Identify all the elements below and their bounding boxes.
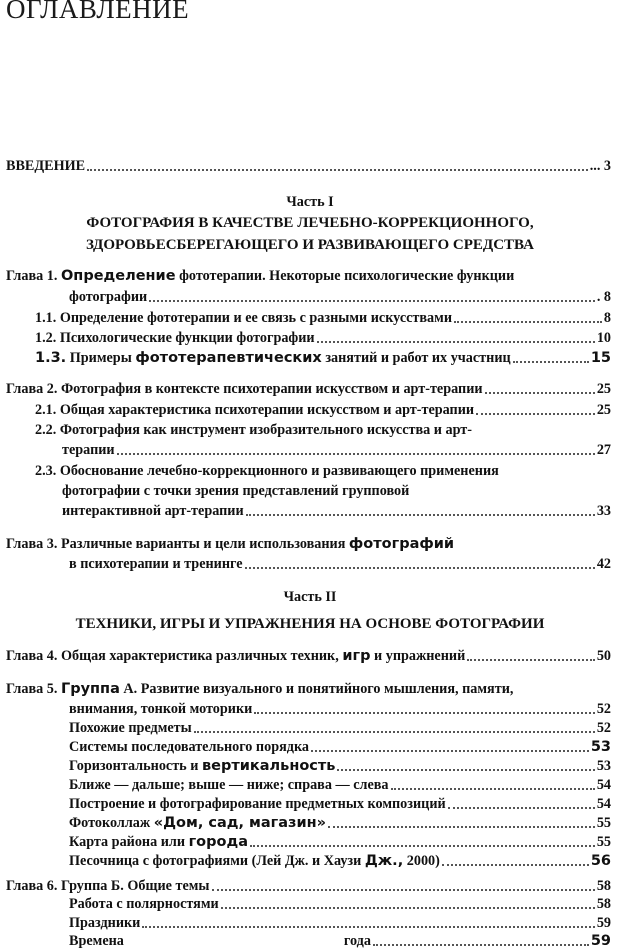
toc-entry-5-h[interactable]: [69, 852, 611, 870]
entry-text: [69, 833, 248, 851]
chapter5-word: Группа: [60, 681, 120, 697]
entry-text: Системы последовательного порядка: [69, 739, 310, 755]
leader-dots: [373, 943, 589, 946]
entry-text: [69, 852, 440, 870]
leader-dots: [467, 658, 595, 661]
entry-text: в психотерапии и тренинге: [69, 556, 243, 572]
entry-text-a: Горизонтальность и: [69, 758, 199, 774]
leader-dots: [485, 391, 595, 394]
leader-dots: [317, 340, 595, 343]
entry-page: 56: [590, 853, 611, 869]
entry-page: 53: [596, 758, 611, 774]
chapter5-line2[interactable]: [69, 700, 611, 718]
entry-text: Глава 6. Группа Б. Общие темы: [6, 878, 210, 894]
leader-dots: [254, 711, 594, 714]
chapter3-text: Глава 3. Различные варианты и цели использования: [6, 536, 346, 552]
intro-label: ВВЕДЕНИЕ: [6, 158, 86, 174]
toc-entry-2-3-line1b[interactable]: фотографии с точки зрения представлений групповой: [62, 483, 410, 499]
entry-text: Работа с полярностями: [69, 896, 219, 912]
entry-page: 8: [603, 310, 611, 326]
leader-dots: [311, 749, 589, 752]
toc-entry-5-g[interactable]: [69, 833, 611, 851]
entry-text-a: Карта района или: [69, 834, 186, 850]
entry-page: 52: [596, 701, 611, 717]
entry-text-a: Глава 4. Общая характеристика различных техник,: [6, 648, 339, 664]
entry-text: [6, 647, 465, 665]
entry-text-c: занятий и работ их участниц: [325, 350, 511, 366]
entry-text: Праздники: [69, 915, 141, 931]
entry-text-a: Песочница с фотографиями (Лей Дж. и Хаузи: [69, 853, 362, 869]
leader-dots: [221, 906, 595, 909]
leader-dots: [476, 412, 595, 415]
chapter3-word: фотографий: [348, 536, 455, 552]
toc-entry-5-a[interactable]: [69, 719, 611, 737]
toc-entry-2-2-line2[interactable]: [62, 441, 611, 459]
toc-entry-5-f[interactable]: [69, 814, 611, 832]
entry-text: 1.2. Психологические функции фотографии: [35, 330, 315, 346]
chapter4-title[interactable]: [6, 647, 611, 665]
entry-text-b: города: [188, 834, 248, 850]
part1-heading-line2: ЗДОРОВЬЕСБЕРЕГАЮЩЕГО И РАЗВИВАЮЩЕГО СРЕДСТВА: [86, 237, 534, 253]
chapter1-prefix: Глава 1.: [6, 268, 58, 284]
page-title: ОГЛАВЛЕНИЕ: [6, 0, 190, 24]
part1-heading-line1: ФОТОГРАФИЯ В КАЧЕСТВЕ ЛЕЧЕБНО-КОРРЕКЦИОННОГО,: [86, 215, 534, 231]
toc-entry-5-c[interactable]: [69, 757, 611, 775]
entry-page: 59: [590, 933, 611, 949]
toc-entry-1-2[interactable]: [35, 329, 611, 347]
leader-dots: [87, 168, 588, 171]
chapter1-page: . 8: [596, 289, 611, 305]
chapter5-rest: А. Развитие визуального и понятийного мышления, памяти,: [123, 681, 514, 697]
entry-page: 58: [596, 896, 611, 912]
entry-text-a: Фотоколлаж: [69, 815, 151, 831]
toc-entry-2-1[interactable]: [35, 401, 611, 419]
chapter6-title[interactable]: [6, 877, 611, 895]
entry-text: Глава 2. Фотография в контексте психотерапии искусством и арт-терапии: [6, 381, 483, 397]
chapter3-line2[interactable]: [69, 555, 611, 573]
entry-page: 15: [590, 350, 611, 366]
leader-dots: [194, 730, 595, 733]
entry-page: 58: [596, 878, 611, 894]
entry-page: 53: [590, 739, 611, 755]
entry-text: 1.1. Определение фототерапии и ее связь с разными искусствами: [35, 310, 452, 326]
entry-page: 59: [596, 915, 611, 931]
entry-page: 54: [596, 777, 611, 793]
entry-text: 2.1. Общая характеристика психотерапии искусством и арт-терапии: [35, 402, 475, 418]
entry-text-b: Дж.,: [364, 853, 404, 869]
entry-text-b: фототерапевтических: [135, 350, 322, 366]
entry-text-c: 2000): [406, 853, 440, 869]
toc-entry-6-c[interactable]: [69, 932, 611, 950]
leader-dots: [246, 513, 595, 516]
entry-page: 25: [596, 402, 611, 418]
toc-entry-2-2-line1[interactable]: 2.2. Фотография как инструмент изобразительного искусства и арт-: [35, 422, 473, 438]
chapter1-rest: фототерапии. Некоторые психологические функции: [179, 268, 515, 284]
entry-page: 55: [596, 834, 611, 850]
entry-text: Похожие предметы: [69, 720, 192, 736]
entry-text-b: года: [343, 933, 371, 949]
chapter1-line2[interactable]: [69, 288, 611, 306]
chapter1-title[interactable]: [6, 267, 514, 285]
toc-entry-2-3-line1[interactable]: 2.3. Обоснование лечебно-коррекционного и развивающего применения: [35, 463, 499, 479]
entry-text-c: и упражнений: [374, 648, 466, 664]
chapter3-title[interactable]: [6, 535, 454, 553]
entry-page: 10: [596, 330, 611, 346]
leader-dots: [442, 863, 589, 866]
entry-text-a: Примеры: [69, 350, 132, 366]
leader-dots: [245, 566, 595, 569]
toc-entry-5-d[interactable]: [69, 776, 611, 794]
entry-text: Времена: [69, 933, 124, 949]
entry-text: Построение и фотографирование предметных композиций: [69, 796, 446, 812]
entry-page: 55: [596, 815, 611, 831]
leader-dots: [391, 787, 595, 790]
leader-dots: [513, 360, 589, 363]
entry-page: 52: [596, 720, 611, 736]
toc-entry-5-b[interactable]: [69, 738, 611, 756]
chapter5-title[interactable]: [6, 680, 513, 698]
toc-entry-1-1[interactable]: [35, 309, 611, 327]
part2-heading: ТЕХНИКИ, ИГРЫ И УПРАЖНЕНИЯ НА ОСНОВЕ ФОТОГРАФИИ: [75, 616, 545, 632]
chapter2-title[interactable]: [6, 380, 611, 398]
leader-dots: [448, 806, 595, 809]
toc-entry-intro[interactable]: [6, 157, 611, 175]
toc-entry-5-e[interactable]: [69, 795, 611, 813]
intro-page: ... 3: [589, 158, 611, 174]
entry-text: [35, 349, 511, 367]
entry-number: 1.3.: [35, 350, 67, 366]
entry-text: внимания, тонкой моторики: [69, 701, 253, 717]
entry-text: [69, 814, 326, 832]
leader-dots: [337, 768, 594, 771]
leader-dots: [454, 320, 602, 323]
entry-text-b: игр: [342, 648, 371, 664]
entry-page: 50: [596, 648, 611, 664]
entry-text: [69, 757, 335, 775]
entry-page: 33: [596, 503, 611, 519]
entry-page: 42: [596, 556, 611, 572]
toc-entry-1-3[interactable]: [35, 349, 611, 367]
entry-text-b: вертикальность: [201, 758, 336, 774]
leader-dots: [117, 452, 595, 455]
leader-dots: [212, 888, 595, 891]
entry-text-b: «Дом, сад, магазин»: [153, 815, 326, 831]
toc-entry-6-a[interactable]: [69, 895, 611, 913]
entry-page: 27: [596, 442, 611, 458]
leader-dots: [149, 299, 595, 302]
entry-text: интерактивной арт-терапии: [62, 503, 244, 519]
entry-page: 25: [596, 381, 611, 397]
chapter1-line2-text: фотографии: [69, 289, 148, 305]
entry-text: Ближе — дальше; выше — ниже; справа — слева: [69, 777, 389, 793]
leader-dots: [328, 825, 595, 828]
part1-label: Часть I: [286, 194, 334, 210]
entry-text: терапии: [62, 442, 115, 458]
entry-page: 54: [596, 796, 611, 812]
leader-dots: [250, 844, 595, 847]
leader-dots: [142, 925, 594, 928]
toc-entry-2-3-line2[interactable]: [62, 502, 611, 520]
toc-entry-6-b[interactable]: [69, 914, 611, 932]
chapter1-word: Определение: [60, 268, 176, 284]
part2-label: Часть II: [283, 589, 337, 605]
chapter5-prefix: Глава 5.: [6, 681, 58, 697]
